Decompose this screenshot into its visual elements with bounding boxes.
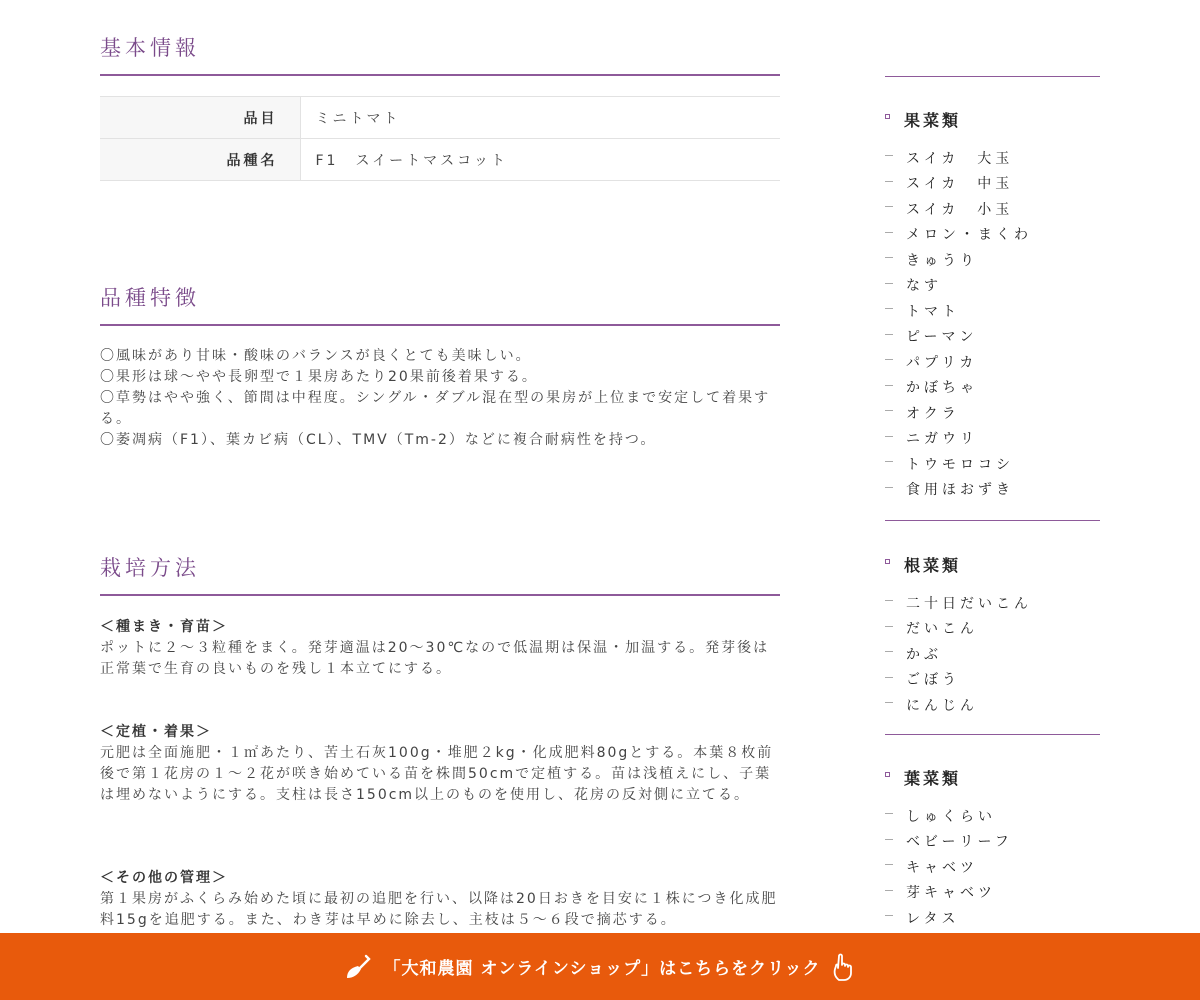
sidebar-item-label: トウモロコシ [906,456,1014,473]
dash-icon [885,283,893,284]
dash-icon [885,677,893,678]
sidebar-item[interactable] [885,829,1100,855]
sidebar-item[interactable] [885,641,1100,667]
sidebar-item[interactable] [885,324,1100,350]
dash-icon [885,702,893,703]
category-list [885,803,1100,931]
features-list [100,346,780,451]
sidebar-item[interactable] [885,375,1100,401]
sidebar-item-label: なす [906,278,942,295]
sidebar-item[interactable] [885,803,1100,829]
sidebar-item-label: かぶ [906,646,942,663]
basic-info-title: 基本情報 [100,32,780,76]
sidebar-item[interactable] [885,590,1100,616]
shovel-icon [344,953,372,981]
sidebar-item-label: ニガウリ [906,431,978,448]
category-list [885,145,1100,502]
sidebar-item-label: パプリカ [906,354,978,371]
feature-line: 〇草勢はやや強く、節間は中程度。シングル・ダブル混在型の果房が上位まで安定して着果する。 [100,390,771,427]
pointing-hand-icon [830,952,856,982]
dash-icon [885,890,893,891]
sidebar-item[interactable] [885,905,1100,931]
square-bullet-icon [885,114,890,119]
row-label-item: 品目 [100,97,300,139]
cultivation-heading: ＜その他の管理＞ [100,870,228,886]
table-row [100,97,780,139]
category-title [885,108,1100,130]
dash-icon [885,813,893,814]
dash-icon [885,155,893,156]
cultivation-body: 第１果房がふくらみ始めた頃に最初の追肥を行い、以降は20日おきを目安に１株につき化成肥料15gを追肥する。また、わき芽は早めに除去し、主枝は５～６段で摘芯する。 [100,891,778,928]
dash-icon [885,181,893,182]
sidebar-item[interactable] [885,247,1100,273]
dash-icon [885,600,893,601]
sidebar-divider [885,520,1100,521]
sidebar-item-label: だいこん [906,621,978,638]
cultivation-block-sowing [100,617,780,680]
dash-icon [885,334,893,335]
category-list [885,590,1100,718]
sidebar-item[interactable] [885,222,1100,248]
online-shop-banner-text: 「大和農園 オンラインショップ」はこちらをクリック [383,959,821,979]
dash-icon [885,864,893,865]
dash-icon [885,410,893,411]
sidebar-item-label: スイカ 中玉 [906,176,1014,193]
category-fruit-vegetables [885,108,1100,502]
sidebar-item[interactable] [885,349,1100,375]
dash-icon [885,232,893,233]
sidebar-item-label: 食用ほおずき [906,482,1014,499]
category-leaf-vegetables [885,766,1100,931]
sidebar-item-label: メロン・まくわ [906,227,1032,244]
sidebar-item-label: ごぼう [906,672,960,689]
sidebar-item-label: レタス [906,910,960,927]
sidebar-item[interactable] [885,692,1100,718]
dash-icon [885,839,893,840]
cultivation-heading: ＜種まき・育苗＞ [100,619,228,635]
sidebar-item-label: にんじん [906,697,978,714]
sidebar-item-label: しゅくらい [906,808,996,825]
cultivation-block-planting [100,722,780,806]
dash-icon [885,487,893,488]
sidebar-item-label: ピーマン [906,329,978,346]
row-value-item: ミニトマト [300,97,780,139]
dash-icon [885,359,893,360]
cultivation-heading: ＜定植・着果＞ [100,724,212,740]
online-shop-banner[interactable] [0,933,1200,1000]
cultivation-block-other [100,868,780,931]
cultivation-body: ポットに２～３粒種をまく。発芽適温は20～30℃なので低温期は保温・加温する。発芽後は正常葉で生育の良いものを残し１本立てにする。 [100,640,770,677]
cultivation-title: 栽培方法 [100,552,780,596]
dash-icon [885,915,893,916]
dash-icon [885,461,893,462]
category-title [885,766,1100,788]
sidebar-item-label: 芽キャベツ [906,885,996,902]
sidebar-item-label: トマト [906,303,960,320]
sidebar-item[interactable] [885,451,1100,477]
dash-icon [885,436,893,437]
sidebar-item[interactable] [885,145,1100,171]
sidebar-item-label: スイカ 大玉 [906,150,1014,167]
sidebar-item[interactable] [885,880,1100,906]
features-section [100,282,780,451]
sidebar-item-label: きゅうり [906,252,978,269]
dash-icon [885,385,893,386]
dash-icon [885,651,893,652]
table-row [100,139,780,181]
sidebar-item[interactable] [885,171,1100,197]
sidebar-divider [885,734,1100,735]
sidebar-item[interactable] [885,298,1100,324]
category-title-label: 根菜類 [904,555,962,575]
dash-icon [885,308,893,309]
feature-line: 〇萎凋病（F1）、葉カビ病（CL）、TMV（Tm-2）などに複合耐病性を持つ。 [100,432,657,448]
sidebar-item[interactable] [885,273,1100,299]
feature-line: 〇風味があり甘味・酸味のバランスが良くとても美味しい。 [100,348,532,364]
sidebar-item[interactable] [885,426,1100,452]
row-value-variety: F1 スイートマスコット [300,139,780,181]
cultivation-body: 元肥は全面施肥・１㎡あたり、苦土石灰100g・堆肥２kg・化成肥料80gとする。本葉８枚前後で第１花房の１～２花が咲き始めている苗を株間50cmで定植する。苗は浅植えにし、子葉は埋めないようにする。支柱は長さ150cm以上のものを使用し、花房の反対側に立てる。 [100,745,774,803]
sidebar-item-label: キャベツ [906,859,978,876]
sidebar-item-label: 二十日だいこん [906,595,1032,612]
sidebar-item[interactable] [885,854,1100,880]
sidebar-divider [885,76,1100,77]
sidebar-item[interactable] [885,667,1100,693]
basic-info-table [100,96,780,181]
row-label-variety: 品種名 [100,139,300,181]
category-title [885,553,1100,575]
feature-line: 〇果形は球～やや長卵型で１果房あたり20果前後着果する。 [100,369,538,385]
features-title: 品種特徴 [100,282,780,326]
sidebar-item-label: ベビーリーフ [906,834,1013,851]
square-bullet-icon [885,559,890,564]
sidebar-item-label: スイカ 小玉 [906,201,1014,218]
sidebar-item[interactable] [885,477,1100,503]
category-title-label: 葉菜類 [904,768,962,788]
sidebar-item-label: かぼちゃ [906,380,978,397]
basic-info-section [100,32,780,181]
sidebar-item[interactable] [885,196,1100,222]
category-root-vegetables [885,553,1100,718]
cultivation-section [100,552,780,928]
square-bullet-icon [885,772,890,777]
sidebar-item-label: オクラ [906,405,960,422]
dash-icon [885,626,893,627]
dash-icon [885,257,893,258]
dash-icon [885,206,893,207]
category-title-label: 果菜類 [904,110,962,130]
sidebar-item[interactable] [885,616,1100,642]
sidebar-item[interactable] [885,400,1100,426]
